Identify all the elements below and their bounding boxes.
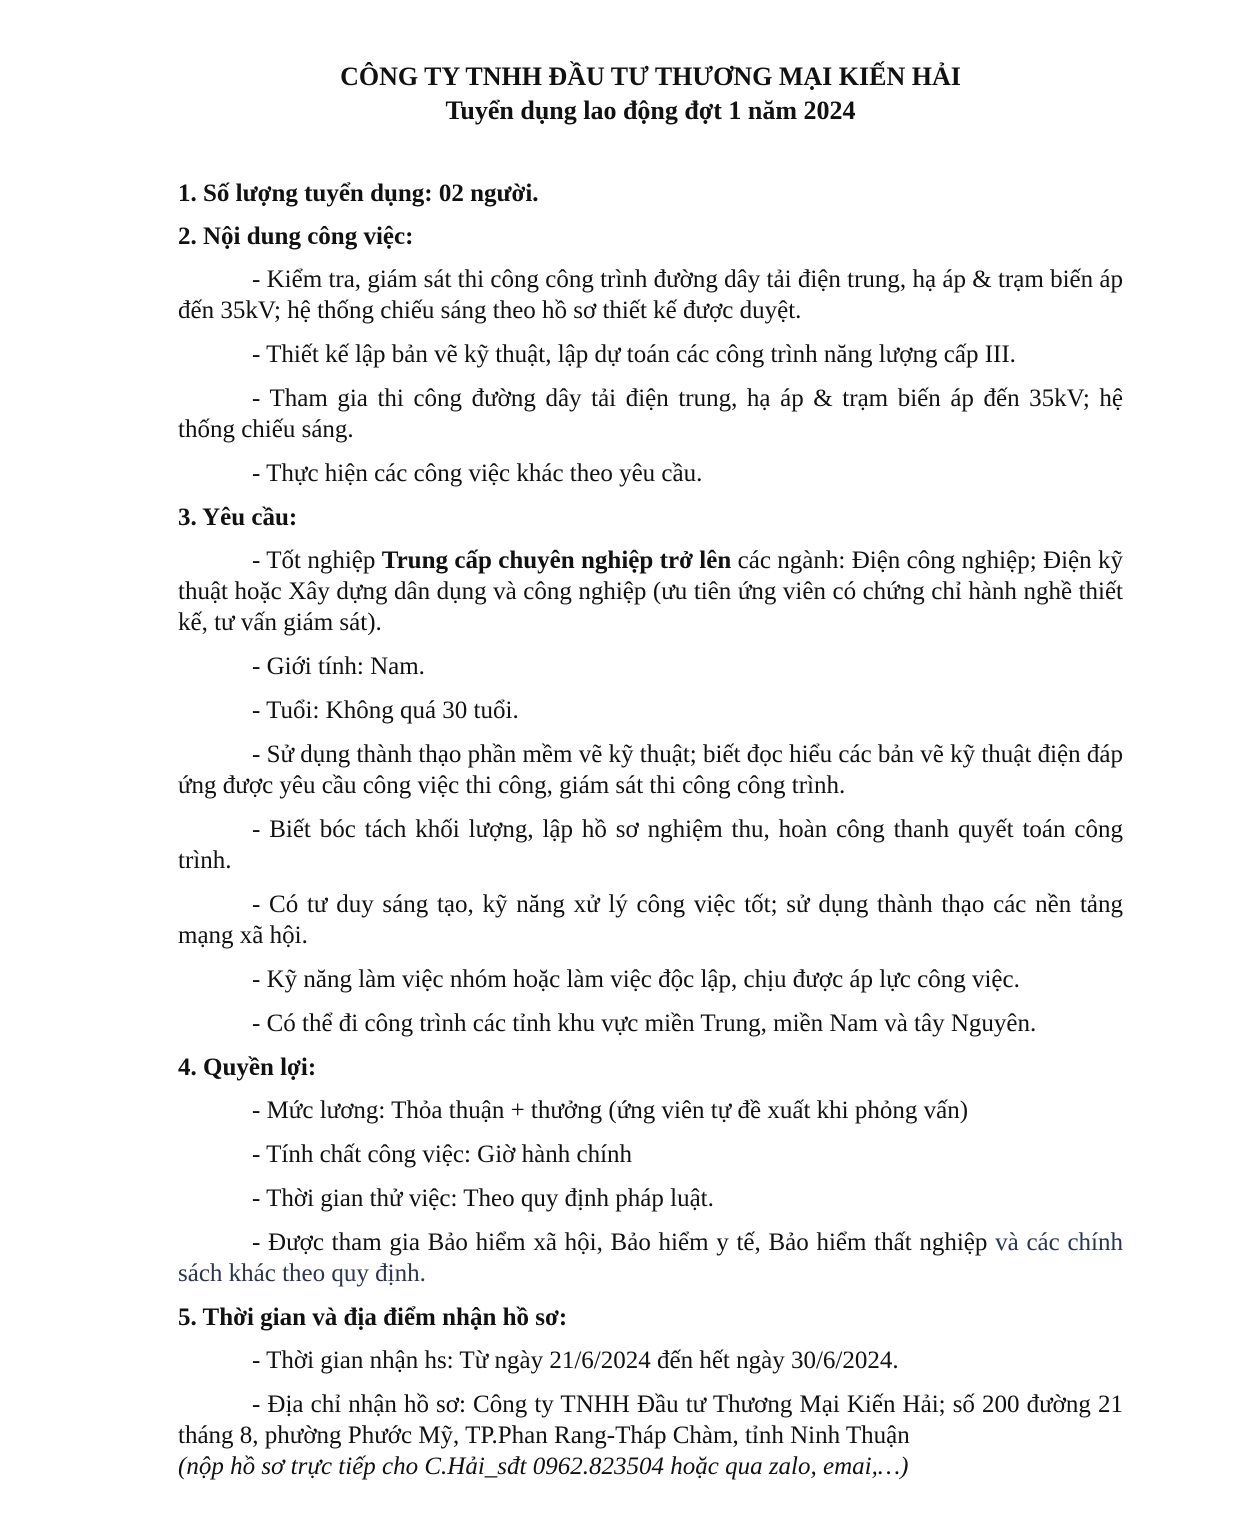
requirement-item: - Sử dụng thành thạo phần mềm vẽ kỹ thuật; biết đọc hiểu các bản vẽ kỹ thuật điện đáp ứng được yêu cầu công việc thi công, giám sát thi công công trình. — [178, 741, 1123, 799]
job-content-item: - Kiểm tra, giám sát thi công công trình đường dây tải điện trung, hạ áp & trạm biến áp đến 35kV; hệ thống chiếu sáng theo hồ sơ thiết kế được duyệt. — [178, 266, 1123, 324]
section-heading-quantity: 1. Số lượng tuyển dụng: 02 người. — [178, 180, 539, 207]
address-text: - Địa chỉ nhận hồ sơ: Công ty TNHH Đầu tư Thương Mại Kiến Hải; số 200 đường 21 tháng 8, phường Phước Mỹ, TP.Phan Rang-Tháp Chàm, tỉnh Ninh Thuận — [178, 1391, 1123, 1449]
requirement-item: - Tuổi: Không quá 30 tuổi. — [252, 697, 519, 724]
requirement-item: - Kỹ năng làm việc nhóm hoặc làm việc độc lập, chịu được áp lực công việc. — [252, 966, 1020, 993]
job-content-item: - Tham gia thi công đường dây tải điện trung, hạ áp & trạm biến áp đến 35kV; hệ thống chiếu sáng. — [178, 385, 1123, 443]
benefit-item: - Mức lương: Thỏa thuận + thưởng (ứng viên tự đề xuất khi phỏng vấn) — [252, 1097, 969, 1124]
requirement-item: - Có tư duy sáng tạo, kỹ năng xử lý công việc tốt; sử dụng thành thạo các nền tảng mạng xã hội. — [178, 891, 1123, 949]
requirement-item: - Giới tính: Nam. — [252, 653, 425, 680]
document-header — [178, 60, 1123, 128]
education-suffix: các ngành: Điện công nghiệp; Điện kỹ thuật hoặc Xây dựng dân dụng và công nghiệp (ưu tiên ứng viên có chứng chỉ hành nghề thiết kế, tư vấn giám sát). — [178, 547, 1123, 636]
document-page — [178, 60, 1123, 1495]
insurance-suffix: và các chính sách khác theo quy định. — [178, 1229, 1123, 1287]
job-content-item: - Thiết kế lập bản vẽ kỹ thuật, lập dự toán các công trình năng lượng cấp III. — [252, 341, 1016, 368]
document-subtitle: Tuyển dụng lao động đợt 1 năm 2024 — [445, 96, 856, 125]
section-heading-requirements: 3. Yêu cầu: — [178, 504, 298, 531]
application-address — [178, 1389, 1123, 1482]
benefit-item: - Thời gian thử việc: Theo quy định pháp luật. — [252, 1185, 714, 1212]
education-level: Trung cấp chuyên nghiệp trở lên — [381, 547, 732, 574]
requirement-item: - Biết bóc tách khối lượng, lập hồ sơ nghiệm thu, hoàn công thanh quyết toán công trình. — [178, 816, 1123, 874]
section-heading-benefits: 4. Quyền lợi: — [178, 1054, 317, 1081]
benefit-item: - Tính chất công việc: Giờ hành chính — [252, 1141, 633, 1168]
contact-note: (nộp hồ sơ trực tiếp cho C.Hải_sđt 0962.823504 hoặc qua zalo, emai,…) — [178, 1453, 909, 1480]
requirement-item: - Có thể đi công trình các tỉnh khu vực miền Trung, miền Nam và tây Nguyên. — [252, 1010, 1037, 1037]
application-time: - Thời gian nhận hs: Từ ngày 21/6/2024 đến hết ngày 30/6/2024. — [252, 1347, 899, 1374]
requirement-education — [178, 545, 1123, 638]
section-heading-job-content: 2. Nội dung công việc: — [178, 223, 414, 250]
insurance-prefix: - Được tham gia Bảo hiểm xã hội, Bảo hiểm y tế, Bảo hiểm thất nghiệp — [252, 1229, 988, 1256]
job-content-item: - Thực hiện các công việc khác theo yêu cầu. — [252, 460, 703, 487]
benefit-insurance — [178, 1227, 1123, 1289]
company-name: CÔNG TY TNHH ĐẦU TƯ THƯƠNG MẠI KIẾN HẢI — [340, 62, 961, 91]
section-heading-application: 5. Thời gian và địa điểm nhận hồ sơ: — [178, 1304, 568, 1331]
education-prefix: - Tốt nghiệp — [252, 547, 382, 574]
